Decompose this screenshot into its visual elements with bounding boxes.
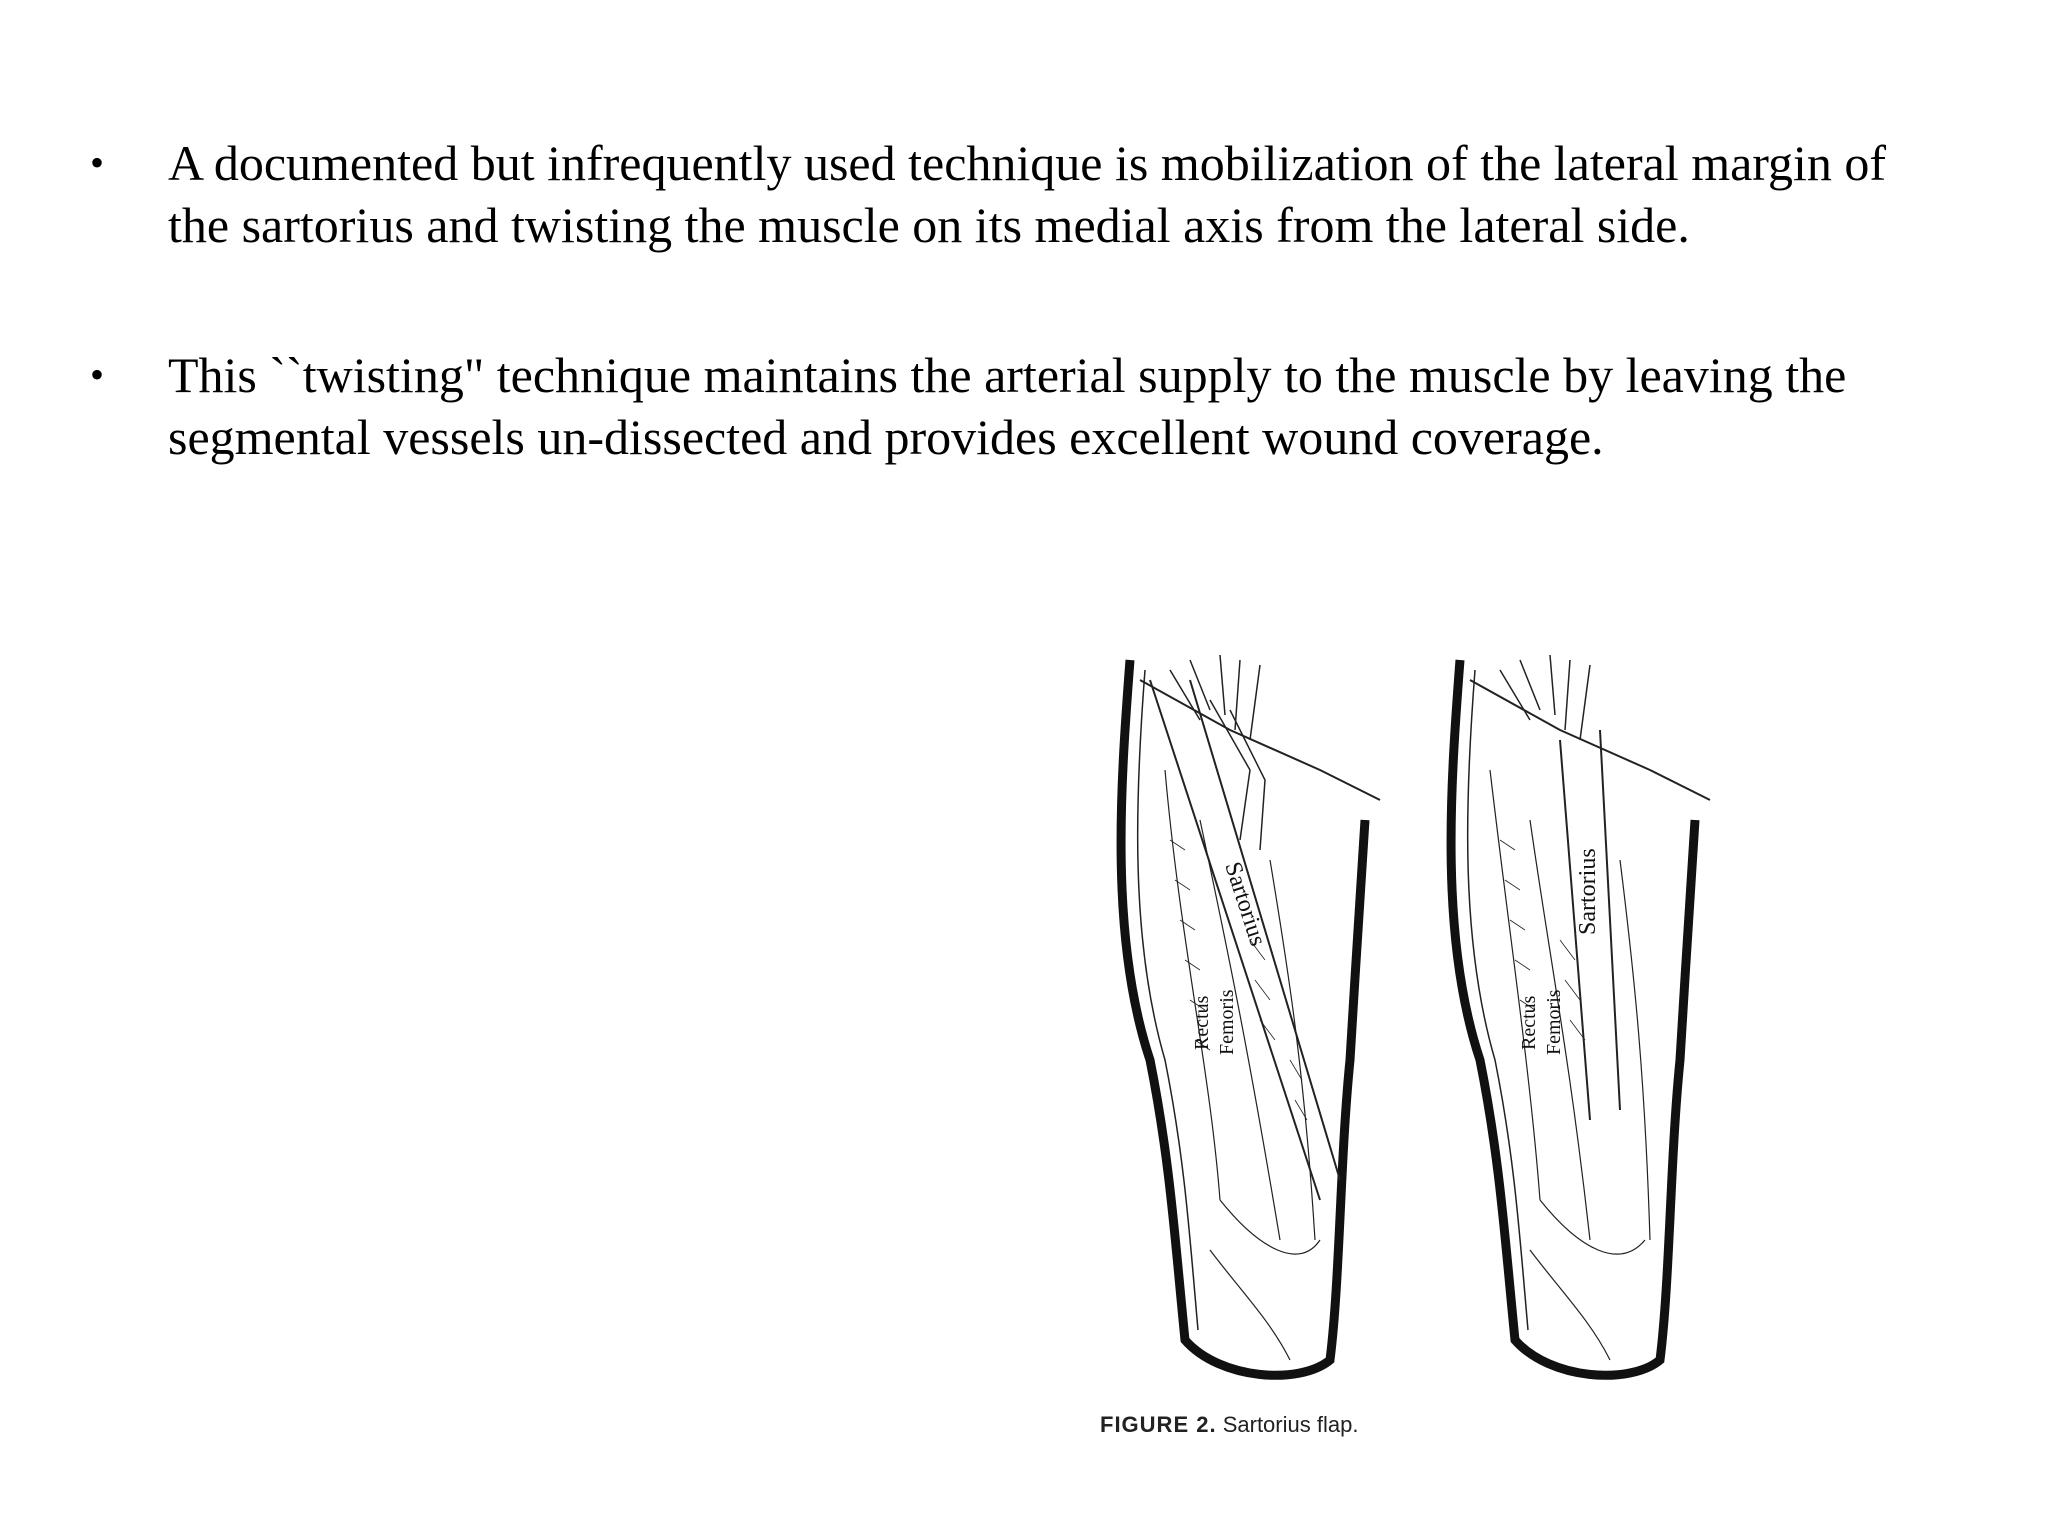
bullet-text: This ``twisting" technique maintains the arterial supply to the muscle by leaving the segmental vessels un-dissected and provides excellent wound coverage. (168, 347, 1847, 465)
label-right-femoris: Femoris (1543, 989, 1565, 1055)
anatomy-figure (1090, 640, 1740, 1440)
bullet-text: A documented but infrequently used technique is mobilization of the lateral margin of the sartorius and twisting the muscle on its medial axis from the lateral side. (168, 135, 1887, 253)
label-left-rectus: Rectus (1191, 995, 1213, 1050)
bullet-dot-icon: • (90, 352, 105, 397)
left-thigh-drawing (1121, 655, 1380, 1375)
figure-caption (1100, 1412, 1358, 1438)
label-right-rectus: Rectus (1518, 995, 1540, 1050)
label-right-sartorius: Sartorius (1575, 848, 1601, 935)
bullet-list (80, 132, 1940, 556)
figure-caption-text: Sartorius flap. (1222, 1412, 1359, 1437)
right-thigh-drawing (1451, 655, 1710, 1375)
bullet-item (80, 132, 1940, 256)
figure-caption-label: FIGURE 2. (1100, 1412, 1217, 1437)
label-left-femoris: Femoris (1216, 989, 1238, 1055)
sartorius-flap-illustration (1090, 640, 1740, 1400)
bullet-item (80, 344, 1940, 468)
bullet-dot-icon: • (90, 140, 105, 185)
label-left-sartorius: Sartorius (1219, 858, 1271, 950)
